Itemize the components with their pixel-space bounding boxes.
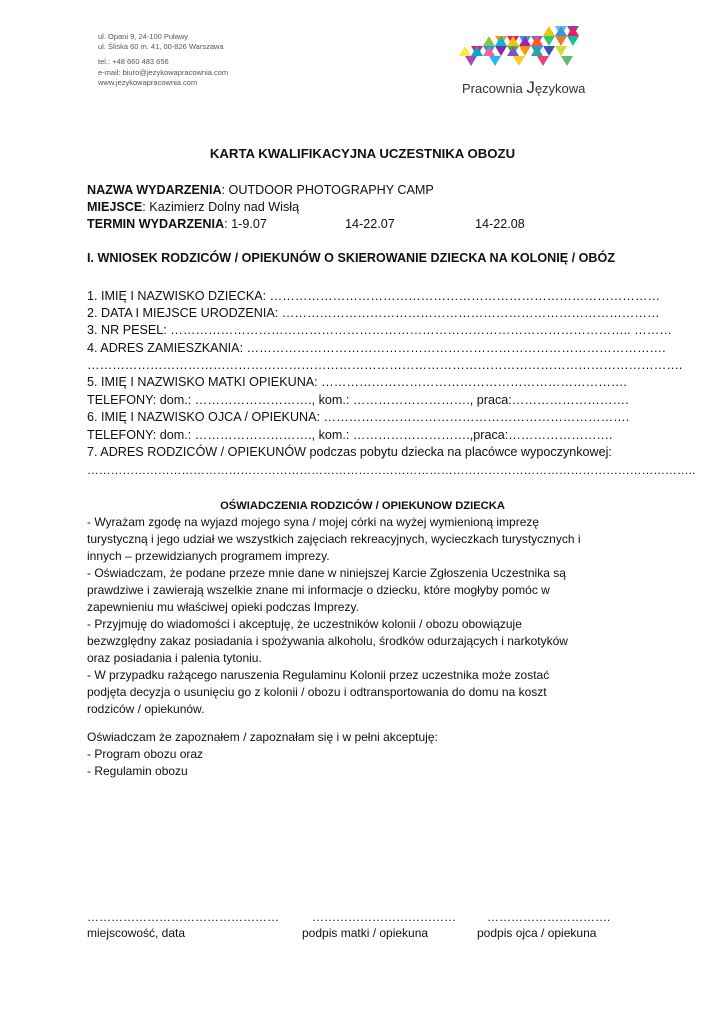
field-parents-address-label: 7. ADRES RODZICÓW / OPIEKUNÓW podczas pobytu dziecka na placówce wypoczynkowej: — [87, 445, 612, 459]
event-place-line: MIEJSCE: Kazimierz Dolny nad Wisłą — [87, 200, 300, 214]
declaration-line: Oświadczam że zapoznałem / zapoznałam się i w pełni akceptuję: — [87, 730, 438, 744]
declaration-item: - Program obozu oraz — [87, 747, 204, 761]
statement-line: bezwzględny zakaz posiadania i spożywania alkoholu, środków odurzających i narkotyków — [87, 634, 568, 648]
field-address[interactable]: 4. ADRES ZAMIESZKANIA: ………………………………………………………………………………………. — [87, 341, 666, 355]
field-child-name[interactable]: 1. IMIĘ I NAZWISKO DZIECKA: ………………………………………………………………………………… — [87, 289, 661, 303]
field-parents-address[interactable]: ……………………………………………………………………………………………………………………………………….. — [87, 463, 696, 477]
signature-father-label: podpis ojca / opiekuna — [477, 926, 597, 940]
signature-place-line[interactable]: ………………………………………… — [87, 910, 279, 924]
address-block — [98, 32, 228, 88]
signature-mother-line[interactable]: ……………………………… — [312, 910, 456, 924]
field-address-continued[interactable]: ……………………………………………………………………………………………………………………………. — [87, 358, 683, 372]
contact-email: e-mail: biuro@jezykowapracownia.com — [98, 67, 229, 77]
field-mother-name[interactable]: 5. IMIĘ I NAZWISKO MATKI OPIEKUNA: ………………………………………………………………. — [87, 375, 627, 389]
logo-text: Pracownia Językowa — [462, 78, 586, 97]
field-mother-phones[interactable]: TELEFONY: dom.: ………………………., kom.: ………………………., praca:………………………. — [87, 393, 629, 407]
field-pesel[interactable]: 3. NR PESEL: ……………………………………………………………………………………………….. ……… — [87, 323, 672, 337]
field-father-phones[interactable]: TELEFONY: dom.: ………………………., kom.: ……………………….,praca:……………………. — [87, 428, 613, 442]
event-term-3: 14-22.08 — [475, 217, 525, 231]
statement-line: zapewnieniu mu właściwej opieki podczas Imprezy. — [87, 600, 359, 614]
statement-line: oraz posiadania i palenia tytoniu. — [87, 651, 262, 665]
address-line: ul. Śliska 60 m. 41, 00-826 Warszawa — [98, 42, 224, 52]
statement-line: - Przyjmuję do wiadomości i akceptuję, że uczestników kolonii / obozu obowiązuje — [87, 617, 522, 631]
field-father-name[interactable]: 6. IMIĘ I NAZWISKO OJCA / OPIEKUNA: ………………………………………………………………. — [87, 410, 630, 424]
field-birth-date-place[interactable]: 2. DATA I MIEJSCE URODZENIA: ……………………………………………………………………………… — [87, 306, 660, 320]
statement-line: - W przypadku rażącego naruszenia Regulaminu Kolonii przez uczestnika może zostać — [87, 668, 550, 682]
statement-line: podjęta decyzja o usunięciu go z kolonii / obozu i odtransportowania do domu na koszt — [87, 685, 547, 699]
declaration-item: - Regulamin obozu — [87, 764, 188, 778]
contact-phone: tel.: +48 660 483 656 — [98, 57, 169, 67]
address-line: ul. Opani 9, 24-100 Puławy — [98, 32, 189, 41]
statement-line: - Oświadczam, że podane przeze mnie dane w niniejszej Karcie Zgłoszenia Uczestnika są — [87, 566, 566, 580]
declaration-block — [87, 729, 438, 780]
statement-line: turystyczną i jego udział we wszystkich zajęciach rekreacyjnych, wycieczkach turystycznych i — [87, 532, 581, 546]
contact-website: www.jezykowapracownia.com — [98, 77, 198, 87]
section-1-title: I. WNIOSEK RODZICÓW / OPIEKUNÓW O SKIEROWANIE DZIECKA NA KOLONIĘ / OBÓZ — [87, 251, 616, 265]
statement-line: rodziców / opiekunów. — [87, 702, 205, 716]
event-term-line: TERMIN WYDARZENIA: 1-9.07 — [87, 217, 267, 231]
statement-line: - Wyrażam zgodę na wyjazd mojego syna / mojej córki na wyżej wymienioną imprezę — [87, 515, 540, 529]
page-title: KARTA KWALIFIKACYJNA UCZESTNIKA OBOZU — [209, 146, 516, 161]
statements-title: OŚWIADCZENIA RODZICÓW / OPIEKUNOW DZIECKA — [220, 500, 505, 512]
statements-block — [87, 514, 607, 718]
signature-mother-label: podpis matki / opiekuna — [302, 926, 429, 940]
statement-line: prawdziwe i zawierają wszelkie znane mi informacje o dziecku, które mogłyby pomóc w — [87, 583, 550, 597]
event-term-2: 14-22.07 — [345, 217, 395, 231]
signature-father-line[interactable]: …………………………. — [487, 910, 611, 924]
event-name-line: NAZWA WYDARZENIA: OUTDOOR PHOTOGRAPHY CAMP — [87, 183, 434, 197]
statement-line: innych – przewidzianych programem imprezy. — [87, 549, 330, 563]
signature-place-label: miejscowość, data — [87, 926, 186, 940]
